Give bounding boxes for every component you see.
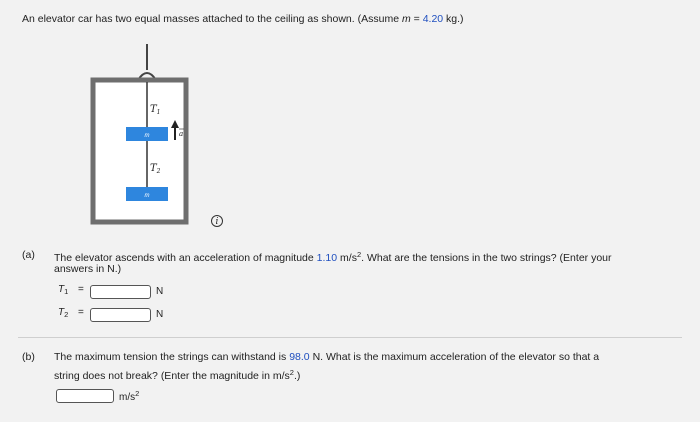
max-acceleration-unit: $m/s^2$ xyxy=(119,389,140,403)
part-b-text-line2: string does not break? (Enter the magnitude in $m/s^2$.) xyxy=(54,368,301,382)
section-divider xyxy=(18,337,682,338)
part-a-letter: (a) xyxy=(22,249,35,261)
part-b-tension-value: 98.0 xyxy=(289,351,310,363)
part-a-text-line2: answers in N.) xyxy=(54,263,122,275)
t1-answer-input[interactable] xyxy=(90,285,151,299)
part-a-question xyxy=(54,248,684,265)
part-a-accel-unit: m/s xyxy=(340,252,357,264)
t2-answer-label: $T_2$ xyxy=(58,307,69,319)
part-a-accel-value: 1.10 xyxy=(316,252,338,264)
t2-answer-input[interactable] xyxy=(90,308,151,322)
acceleration-label: a xyxy=(179,130,184,138)
elevator-diagram xyxy=(80,40,200,230)
t1-unit: N xyxy=(156,286,164,297)
t1-equals: = xyxy=(78,284,84,295)
part-a-text-2: . What are the tensions in the two strings? (Enter your xyxy=(361,252,612,264)
part-b-question xyxy=(54,350,684,364)
info-icon[interactable]: i xyxy=(211,215,223,227)
part-a-text-1: The elevator ascends with an acceleration of magnitude xyxy=(54,252,314,264)
t1-diagram-label: $T_1$ xyxy=(150,104,161,116)
max-acceleration-input[interactable] xyxy=(56,389,114,403)
t1-answer-label: $T_1$ xyxy=(58,284,69,296)
lower-mass-label: m xyxy=(144,193,150,199)
t2-unit: N xyxy=(156,309,164,320)
part-b-text-1: The maximum tension the strings can withstand is xyxy=(54,351,287,363)
t2-equals: = xyxy=(78,307,84,318)
part-a-accel-unit-exp: 2 xyxy=(356,250,362,259)
t2-diagram-label: $T_2$ xyxy=(150,163,161,175)
mass-symbol: m xyxy=(401,13,411,25)
problem-intro xyxy=(22,12,464,26)
intro-text: An elevator car has two equal masses attached to the ceiling as shown. (Assume xyxy=(22,13,400,25)
part-b-letter: (b) xyxy=(22,351,35,363)
upper-mass-label: m xyxy=(144,133,150,139)
mass-unit: kg.) xyxy=(446,13,464,25)
part-b-text-2: N. What is the maximum acceleration of the elevator so that a xyxy=(312,351,600,363)
mass-value: 4.20 xyxy=(422,13,444,25)
equals-sign: = xyxy=(413,13,420,25)
